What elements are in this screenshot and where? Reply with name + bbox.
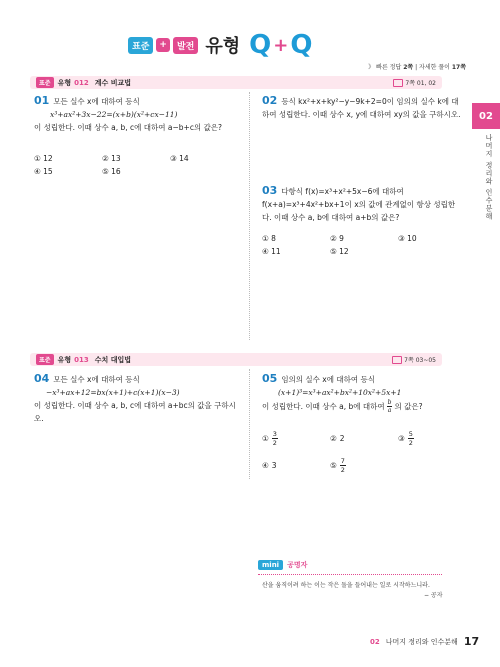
problem-intro: 임의의 실수 x에 대하여 등식 <box>281 375 375 384</box>
choice[interactable]: ③ 10 <box>398 234 417 243</box>
choice[interactable]: ④ 11 <box>262 247 281 256</box>
choice[interactable]: ② 13 <box>102 154 121 163</box>
fraction-denominator: a <box>387 407 392 414</box>
mini-tag: mini <box>258 560 283 570</box>
answer-note-prefix: 》 빠른 정답 <box>368 64 402 71</box>
column-divider <box>249 92 250 340</box>
choice[interactable]: ⑤ 12 <box>330 247 349 256</box>
choice-mark: ② <box>330 434 337 443</box>
qq-left: Q <box>249 30 272 60</box>
choice[interactable]: ② 9 <box>330 234 344 243</box>
choice-fraction <box>272 430 278 447</box>
choice[interactable] <box>330 457 398 474</box>
page-footer <box>370 635 479 648</box>
choice[interactable]: ③ 14 <box>170 154 189 163</box>
chapter-tab: 02 <box>472 103 500 129</box>
choice-mark: ⑤ <box>330 461 337 470</box>
fraction-denominator: 2 <box>272 439 277 447</box>
problem-body-end: 의 값은? <box>394 402 423 411</box>
section-title: 수치 대입법 <box>94 355 131 364</box>
answer-note-detail: 17쪽 <box>451 64 466 71</box>
fraction <box>387 399 393 414</box>
qq-logo <box>249 32 312 58</box>
problem-01 <box>34 94 244 134</box>
choice-mark: ① <box>262 434 269 443</box>
choice-fraction <box>340 457 346 474</box>
answer-note-page: 2쪽 <box>403 64 414 71</box>
footer-chapter: 02 <box>370 637 380 646</box>
choice-mark: ③ <box>398 434 405 443</box>
choices-05 <box>262 430 466 474</box>
choice[interactable]: ① 8 <box>262 234 276 243</box>
section-ref <box>392 355 436 364</box>
problem-05 <box>262 372 462 414</box>
section-number: 013 <box>74 355 89 364</box>
section-ref-text: 7쪽 01, 02 <box>405 80 436 87</box>
problem-equation: −x³+ax+12=bx(x+1)+c(x+1)(x−3) <box>46 388 180 397</box>
section-header-012 <box>30 76 442 89</box>
section-ref-text: 7쪽 03~05 <box>404 357 436 364</box>
section-number: 012 <box>74 78 89 87</box>
mini-header <box>258 560 307 570</box>
fraction-numerator: 7 <box>340 457 345 465</box>
fraction-numerator: b <box>387 399 392 406</box>
footer-chapter-title: 나머지 정리와 인수분해 <box>385 637 458 646</box>
choices-03 <box>262 234 466 256</box>
header-badges <box>128 30 313 60</box>
choice[interactable] <box>262 457 330 474</box>
choice[interactable] <box>262 430 330 447</box>
problem-03 <box>262 184 462 224</box>
problem-number: 04 <box>34 372 50 385</box>
problem-number: 03 <box>262 184 278 197</box>
choice-value: 2 <box>339 434 345 443</box>
fraction-numerator: 3 <box>272 430 277 438</box>
choice-value: 3 <box>271 461 277 470</box>
problem-04 <box>34 372 244 425</box>
qq-right: Q <box>290 30 313 60</box>
page-number: 17 <box>463 635 480 648</box>
quote-source: − 공자 <box>424 592 443 599</box>
problem-equation: (x+1)³=x³+ax²+bx²+10x²+5x+1 <box>278 388 402 397</box>
section-badge: 표준 <box>36 77 54 88</box>
choice[interactable]: ① 12 <box>34 154 53 163</box>
book-icon <box>393 79 403 87</box>
problem-intro: 모든 실수 x에 대하여 등식 <box>53 97 140 106</box>
choice[interactable]: ⑤ 16 <box>102 167 121 176</box>
tag-advanced: 발전 <box>173 37 198 54</box>
qq-plus: + <box>273 34 289 56</box>
problem-number: 05 <box>262 372 278 385</box>
choice[interactable]: ④ 15 <box>34 167 53 176</box>
fraction-denominator: 2 <box>340 466 345 474</box>
choice[interactable] <box>330 430 398 447</box>
section-label: 유형 <box>57 355 72 364</box>
problem-number: 02 <box>262 94 278 107</box>
answer-note <box>368 62 466 71</box>
quote-divider <box>258 574 442 575</box>
quote-text: 산을 움직이려 하는 이는 작은 돌을 들어내는 일로 시작하느니라. <box>262 582 430 589</box>
problem-number: 01 <box>34 94 50 107</box>
tag-plus: + <box>156 38 170 52</box>
choice-mark: ④ <box>262 461 269 470</box>
page-title: 유형 <box>205 36 241 57</box>
problem-02 <box>262 94 462 121</box>
section-label: 유형 <box>57 78 72 87</box>
choice[interactable] <box>398 430 466 447</box>
problem-equation: x³+ax²+3x−22=(x+b)(x²+cx−11) <box>50 110 178 119</box>
problem-body: 이 성립한다. 이때 상수 a, b, c에 대하여 a−b+c의 값은? <box>34 123 223 132</box>
section-header-013 <box>30 353 442 366</box>
chapter-tab-text: 나머지 정리와 인수분해 <box>485 134 493 221</box>
answer-note-sep: | 자세한 풀이 <box>415 64 450 71</box>
column-divider <box>249 369 250 479</box>
fraction-denominator: 2 <box>408 439 413 447</box>
tag-basic: 표준 <box>128 37 153 54</box>
section-title: 계수 비교법 <box>94 78 131 87</box>
problem-intro: 다항식 f(x)=x³+x²+5x−6에 대하여 <box>281 187 404 196</box>
choice-fraction <box>408 430 414 447</box>
choices-01 <box>34 154 238 176</box>
section-ref <box>393 78 436 87</box>
problem-intro: 모든 실수 x에 대하여 등식 <box>53 375 140 384</box>
section-badge: 표준 <box>36 354 54 365</box>
fraction-numerator: 5 <box>408 430 413 438</box>
problem-text: 등식 kx²+x+ky²−y−9k+2=0이 임의의 실수 k에 대하여 성립한다. 이때 상수 x, y에 대하여 xy의 값을 구하시오. <box>262 97 461 119</box>
problem-body: f(x+a)=x³+4x²+bx+1이 x의 값에 관계없이 항상 성립한다. 이때 상수 a, b에 대하여 a+b의 값은? <box>262 200 456 222</box>
problem-body: 이 성립한다. 이때 상수 a, b에 대하여 <box>262 402 385 411</box>
problem-body: 이 성립한다. 이때 상수 a, b, c에 대하여 a+bc의 값을 구하시오. <box>34 401 236 423</box>
mini-title: 공명자 <box>287 561 308 569</box>
book-icon <box>392 356 402 364</box>
